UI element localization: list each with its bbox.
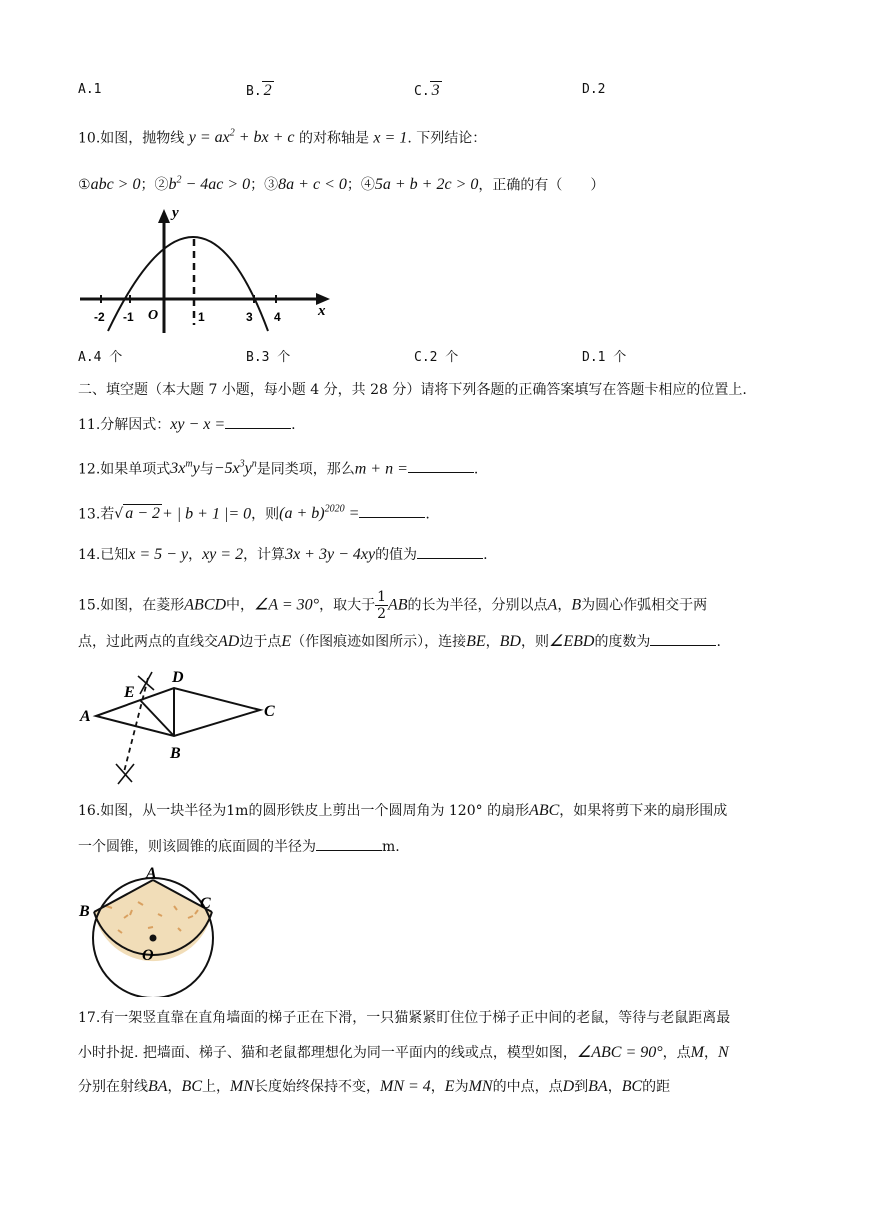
label-a: A [80,708,91,725]
q9-option-c: C. 3 [414,82,440,99]
rhombus-figure [78,664,288,794]
q9-option-a: A.1 [78,82,102,97]
label-e: E [124,684,135,701]
q12: 12.如果单项式$3x^my$与$-5x^3y^n$是同类项，那么m + n = . [78,459,479,478]
graph-y-label: y [172,205,179,221]
parabola-graph [78,203,338,338]
q17-line2: 小时扑捉. 把墙面、梯子、猫和老鼠都理想化为同一平面内的线或点，模型如图，∠ABC = 90°，点M，N [78,1044,729,1061]
graph-x-label: x [318,303,326,319]
label-b: B [79,903,90,920]
q16-line1: 16.如图，从一块半径为1m的圆形铁皮上剪出一个圆周角为 120° 的扇形ABC，如果将剪下来的扇形围成 [78,802,728,819]
q14: 14.已知x = 5 − y，xy = 2，计算3x + 3y − 4xy的值为 . [78,546,488,563]
label-b: B [170,745,181,762]
q15-line1: 15.如图，在菱形ABCD中，∠A = 30°，取大于 $\frac{1}{2}$ AB的长为半径，分别以点A，B为圆心作弧相交于两 [78,589,708,622]
origin-label: O [148,308,159,323]
q9-option-d: D.2 [582,82,606,97]
q10-option-c: C.2 个 [414,350,459,365]
q10-conclusions: ①abc > 0；$②b^2 - 4ac > 0$；③8a + c < 0；④5a + b + 2c > 0，正确的有（ ） [78,175,605,194]
section-2-heading: 二、填空题（本大题 7 小题，每小题 4 分，共 28 分）请将下列各题的正确答案填写在答题卡相应的位置上. [78,382,747,398]
tick-label-neg2: -2 [94,310,105,324]
q10-option-b: B.3 个 [246,350,291,365]
tick-label-neg1: -1 [123,310,134,324]
tick-label-3: 3 [246,310,253,324]
q15-line2: 点，过此两点的直线交AD边于点E（作图痕迹如图所示），连接BE，BD，则∠EBD的度数为 . [78,633,721,650]
q10-option-a: A.4 个 [78,350,123,365]
label-c: C [200,895,211,912]
q10-option-d: D.1 个 [582,350,627,365]
tick-label-1: 1 [198,310,205,324]
q17-line3: 分别在射线BA，BC上，MN长度始终保持不变，MN = 4，E为MN的中点，点D到BA，BC的距 [78,1078,671,1095]
label-c: C [264,703,275,720]
label-a: A [146,865,157,882]
q17-line1: 17.有一架竖直靠在直角墙面的梯子正在下滑，一只猫紧紧盯住位于梯子正中间的老鼠，等待与老鼠距离最 [78,1010,731,1026]
label-d: D [172,669,184,686]
sector-figure [78,862,228,997]
q16-line2: 一个圆锥，则该圆锥的底面圆的半径为 m. [78,836,400,857]
q11: 11.分解因式：xy − x = . [78,416,296,433]
tick-label-4: 4 [274,310,281,324]
q10-stem: 10.如图，抛物线 $y = ax^2$ + bx + c 的对称轴是 x = 1. 下列结论： [78,128,487,147]
q9-option-b: B. 2 [246,82,272,99]
label-o: O [142,947,154,964]
q13: 13.若√ a − 2 + | b + 1 |= 0，则$(a + b)^{2020}$ = . [78,504,430,523]
